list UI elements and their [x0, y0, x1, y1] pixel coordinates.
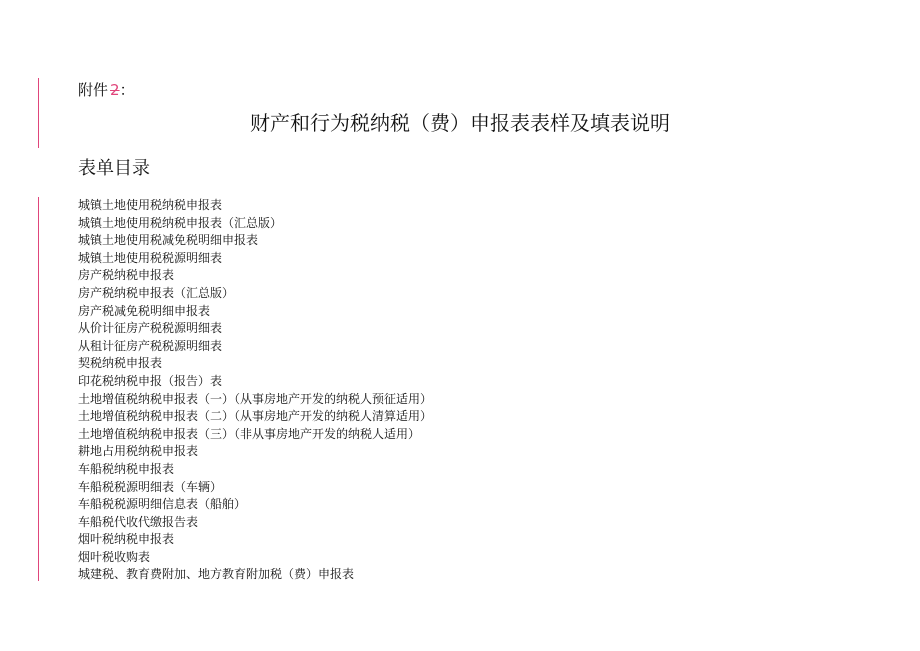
- toc-list: [78, 197, 432, 584]
- toc-item: 土地增值税纳税申报表（二）（从事房地产开发的纳税人清算适用）: [78, 409, 433, 424]
- toc-item: 城建税、教育费附加、地方教育附加税（费）申报表: [78, 567, 355, 582]
- attachment-label: [78, 80, 135, 100]
- toc-item: 车船税税源明细表（车辆）: [78, 479, 223, 494]
- attachment-number: 2: [110, 81, 120, 99]
- toc-item: 城镇土地使用税减免税明细申报表: [78, 233, 259, 248]
- toc-heading: 表单目录: [78, 158, 150, 179]
- toc-item: 房产税减免税明细申报表: [78, 303, 211, 318]
- toc-item: 土地增值税纳税申报表（三）（非从事房地产开发的纳税人适用）: [78, 426, 421, 441]
- toc-item: 印花税纳税申报（报告）表: [78, 373, 223, 388]
- toc-item: 耕地占用税纳税申报表: [78, 444, 199, 459]
- toc-item: 从价计征房产税税源明细表: [78, 321, 223, 336]
- toc-item: 土地增值税纳税申报表（一）（从事房地产开发的纳税人预征适用）: [78, 391, 433, 406]
- toc-item: 从租计征房产税税源明细表: [78, 338, 223, 353]
- toc-item: 烟叶税纳税申报表: [78, 532, 175, 547]
- toc-item: 城镇土地使用税纳税申报表（汇总版）: [78, 215, 283, 230]
- toc-item: 房产税纳税申报表: [78, 268, 175, 283]
- document-title: 财产和行为税纳税（费）申报表表样及填表说明: [250, 111, 670, 135]
- toc-item: 车船税纳税申报表: [78, 461, 175, 476]
- attachment-colon: ：: [119, 81, 135, 99]
- toc-item: 房产税纳税申报表（汇总版）: [78, 285, 235, 300]
- toc-item: 城镇土地使用税纳税申报表: [78, 198, 223, 212]
- toc-item: 城镇土地使用税税源明细表: [78, 250, 223, 265]
- toc-item: 车船税税源明细信息表（船舶）: [78, 497, 247, 512]
- toc-item: 烟叶税收购表: [78, 549, 151, 564]
- toc-item: 契税纳税申报表: [78, 356, 163, 371]
- attachment-text: 附件: [78, 81, 109, 99]
- toc-item: 车船税代收代缴报告表: [78, 514, 199, 529]
- revision-bar-list: [38, 197, 39, 581]
